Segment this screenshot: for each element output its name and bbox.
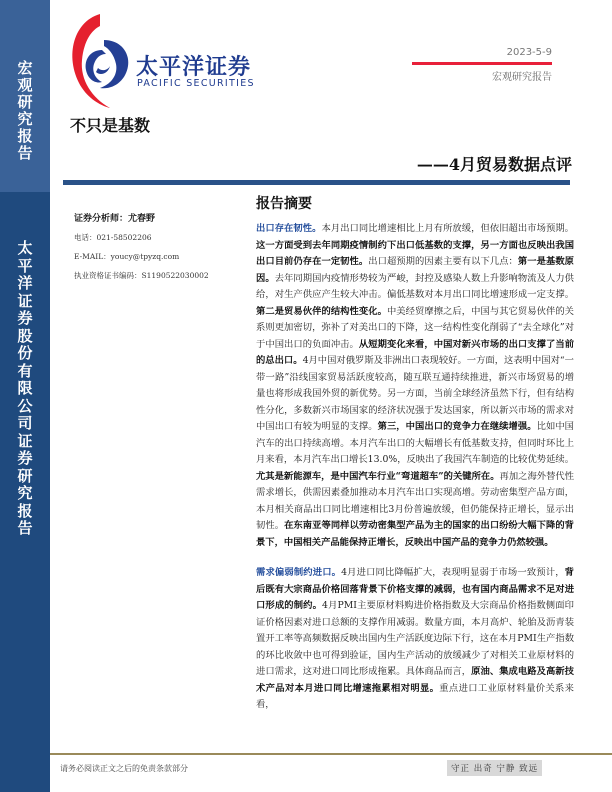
title-divider: [63, 180, 570, 185]
paragraph-emphasis: 原油、集成电路及高新技术产品对本月进口同比增速拖累相对明显。: [256, 666, 574, 694]
paragraph-emphasis: 这一方面受到去年同期疫情制约下出口低基数的支撑，另一方面也反映出我国出口目前仍存在一定韧性。: [256, 239, 574, 267]
report-subtitle: ——4月贸易数据点评: [416, 155, 572, 174]
paragraph-text: 比如中国汽车的出口持续高增。本月汽车出口的大幅增长有低基数支持，但同时环比上月来看，本月汽车出口增长13.0%，反映出了我国汽车制造的比较优势延续。: [256, 421, 574, 465]
sidebar-char: 观: [17, 76, 33, 94]
header-red-rule: [412, 62, 552, 65]
sidebar-char: 研: [17, 466, 33, 485]
sidebar-char: 报: [17, 501, 33, 520]
summary-heading: 报告摘要: [256, 196, 312, 212]
sidebar-char: 报: [17, 127, 33, 145]
logo-cn-text: 太平洋证券: [136, 55, 252, 80]
sidebar-company-label: [0, 240, 50, 538]
paragraph-emphasis: 在东南亚等同样以劳动密集型产品为主的国家的出口纷纷大幅下降的背景下，中国相关产品能保持正增长，反映出中国产品的竞争力仍然较强。: [256, 520, 574, 548]
pacific-logo-icon: [62, 10, 142, 110]
analyst-name: 证券分析师：尤春野: [74, 214, 156, 224]
paragraph-text: 4月中国对俄罗斯及非洲出口表现较好。一方面，这表明中国对“一带一路”沿线国家贸易活跃度较高，随互联互通持续推进，新兴市场贸易的增量也将形成我国外贸的新优势。另一方面，当前全球经济虽然下行，但有结构性分化，多数新兴市场国家的经济状况强于发达国家，所以新兴市场的需求对中国出口有较为明显的支撑。: [256, 355, 574, 432]
paragraph-emphasis: 第三，中国出口的竞争力在继续增强。: [377, 421, 537, 432]
paragraph-emphasis: 背后既有大宗商品价格回落背景下价格支撑的减弱，也有国内商品需求不足对进口形成的制约。: [256, 567, 574, 611]
paragraph-text: 去年同期国内疫情形势较为严峻，封控及感染人数上升影响物流及人力供给，对生产供应产生较大冲击。偏低基数对本月出口同比增速形成一定支撑。: [256, 272, 574, 300]
paragraph-emphasis: 第二是贸易伙伴的结构性变化。: [256, 305, 387, 317]
paragraph-text: 4月PMI主要原材料购进价格指数及大宗商品价格指数侧面印证价格因素对进口总额的支撑作用减弱。数量方面，本月高炉、轮胎及沥青装置开工率等高频数据反映出国内生产活跃度边际下行，这在本月PMI生产指数的环比收敛中也可得到验证，国内生产活动的放缓减少了对相关工业原材料的进口需求，这对进口同比形成拖累。具体商品而言，: [256, 600, 574, 677]
paragraph-lead: 需求偏弱制约进口。: [256, 567, 342, 578]
sidebar-char: 研: [17, 93, 33, 111]
sidebar-char: 证: [17, 291, 33, 310]
sidebar-char: 份: [17, 344, 33, 362]
paragraph-emphasis: 尤其是新能源车，是中国汽车行业“弯道超车”的关键所在。: [256, 470, 500, 482]
sidebar-char: 平: [17, 256, 33, 275]
sidebar-char: 券: [17, 309, 33, 327]
paragraph-text: 出口超预期的因素主要有以下几点：: [368, 256, 518, 267]
report-title: 不只是基数: [70, 116, 151, 135]
paragraph-emphasis: 第一是基数原因。: [256, 256, 574, 284]
sidebar-char: 司: [17, 414, 33, 432]
sidebar-char: 洋: [17, 274, 33, 292]
sidebar-char: 券: [17, 449, 33, 467]
paragraph-text: 再加之海外替代性需求增长，供需因素叠加推动本月汽车出口实现高增。劳动密集型产品方面，本月相关商品出口同比增速相比3月份普遍放缓，但仍能保持正增长，显示出韧性。: [256, 470, 574, 531]
sidebar-char: 股: [17, 326, 33, 345]
sidebar-char: 公: [17, 396, 33, 415]
report-type: 宏观研究报告: [492, 72, 552, 83]
paragraph-text: 4月进口同比降幅扩大，表现明显弱于市场一致预计，: [341, 567, 565, 578]
sidebar-char: 证: [17, 431, 33, 450]
company-logo: [62, 10, 262, 110]
report-summary: [256, 193, 574, 728]
sidebar-char: 告: [17, 519, 33, 537]
sidebar-char: 告: [17, 144, 33, 162]
report-date: 2023-5-9: [506, 47, 552, 58]
footer-divider: [50, 753, 612, 755]
sidebar-char: 究: [17, 484, 33, 502]
paragraph-text: 重点进口工业原材料量价关系来看，: [256, 682, 574, 710]
paragraph-lead: 出口存在韧性。: [256, 223, 322, 234]
footer-disclaimer: 请务必阅读正文之后的免责条款部分: [60, 764, 188, 773]
footer-motto: 守正 出奇 宁静 致远: [447, 760, 542, 776]
analyst-email[interactable]: E-MAIL：youcy@tpyzq.com: [74, 252, 180, 261]
sidebar-report-type-label: [0, 60, 50, 162]
summary-paragraph-import: [256, 565, 574, 714]
summary-paragraph-export: [256, 221, 574, 551]
sidebar-char: 限: [17, 379, 33, 397]
sidebar-char: 太: [17, 239, 33, 257]
paragraph-emphasis: 从短期变化来看，中国对新兴市场的出口支撑了当前的总出口。: [256, 338, 574, 366]
analyst-license: 执业资格证书编码：S1190522030002: [74, 271, 209, 280]
analyst-info: [74, 211, 244, 289]
paragraph-text: 中美经贸摩擦之后，中国与其它贸易伙伴的关系则更加密切，弥补了对美出口的下降，这一结构性变化削弱了“去全球化”对于中国出口的负面冲击。: [256, 305, 574, 350]
paragraph-text: 本月出口同比增速相比上月有所放缓，但依旧超出市场预期。: [321, 223, 574, 234]
logo-en-text: PACIFIC SECURITIES: [137, 78, 255, 89]
analyst-phone: 电话：021-58502206: [74, 233, 152, 242]
sidebar-char: 宏: [17, 59, 33, 77]
sidebar-char: 有: [17, 361, 33, 380]
sidebar-char: 究: [17, 110, 33, 128]
